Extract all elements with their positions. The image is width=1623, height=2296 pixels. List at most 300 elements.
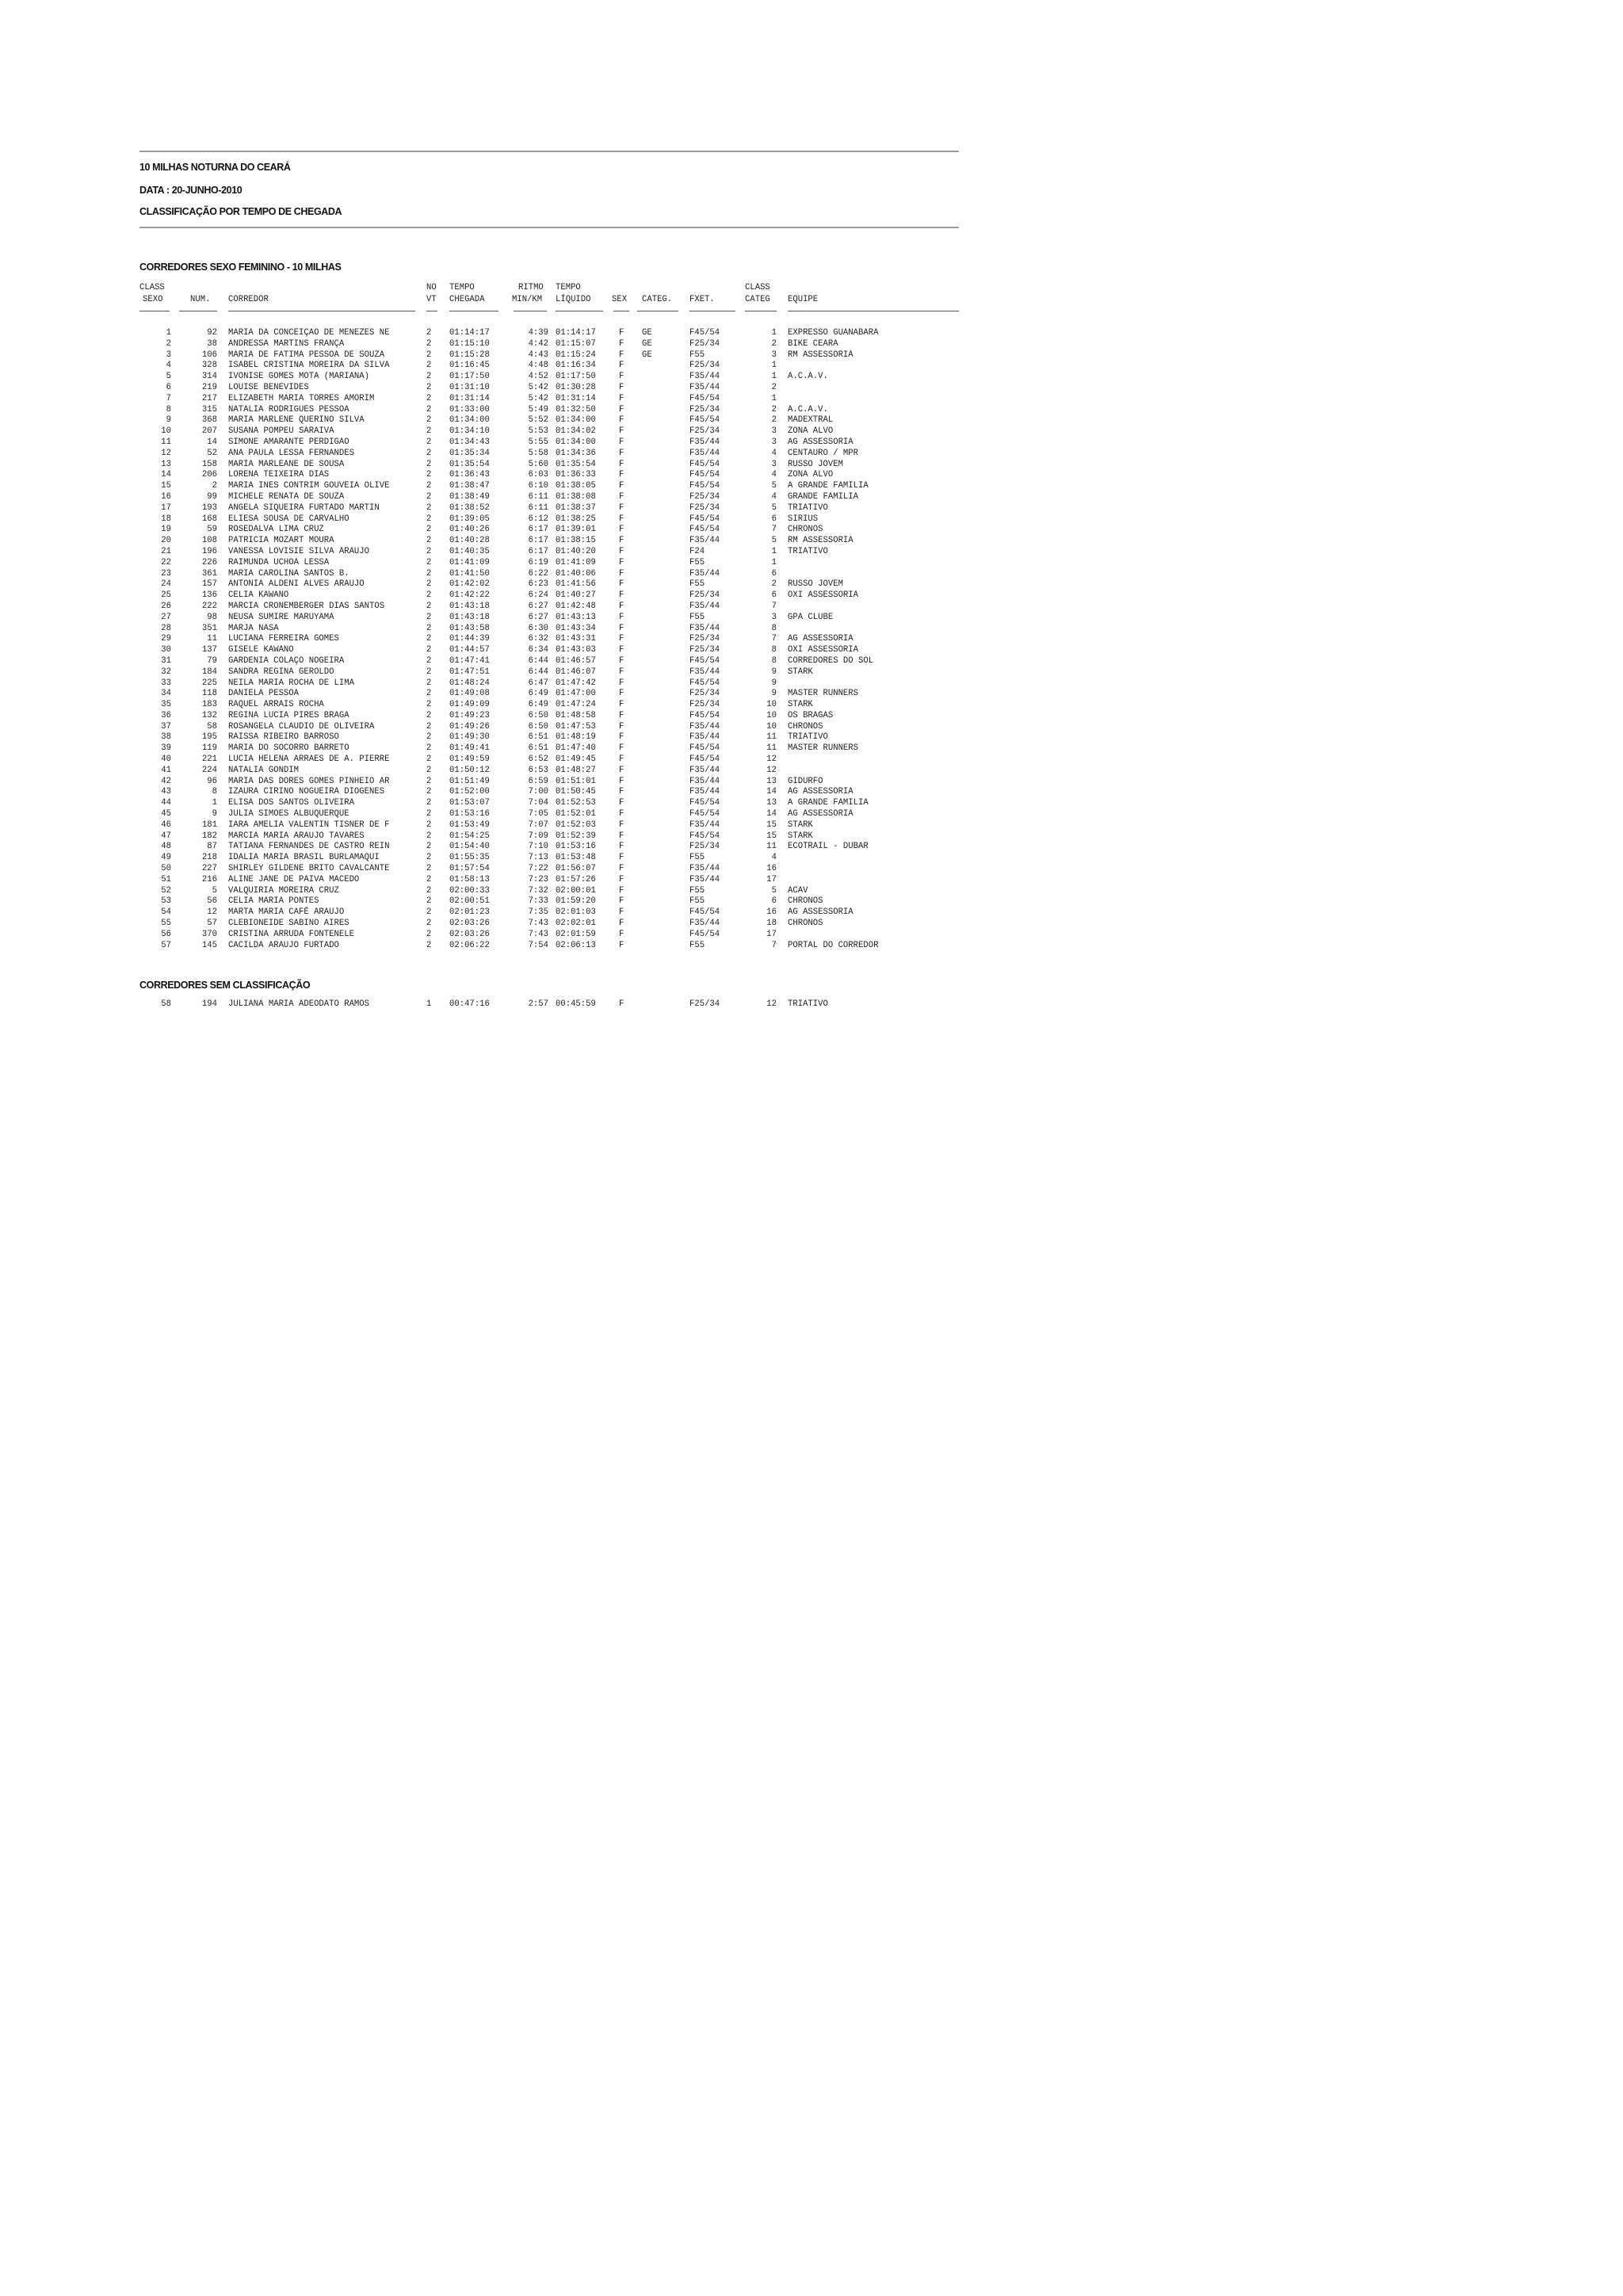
- cell-ritmo: 6:17: [528, 525, 548, 535]
- cell-tempo-chegada: 01:15:28: [449, 350, 490, 360]
- cell-num: 168: [201, 514, 217, 524]
- cell-sex: F: [619, 765, 624, 775]
- cell-class-categ: 12: [766, 999, 777, 1009]
- cell-num: 224: [201, 765, 217, 775]
- cell-tempo-chegada: 02:03:26: [449, 919, 490, 929]
- cell-no-vt: 2: [426, 700, 432, 710]
- cell-fxet: F55: [689, 557, 705, 567]
- cell-class-sexo: 45: [161, 809, 171, 819]
- cell-fxet: F25/34: [689, 842, 720, 852]
- cell-num: 79: [207, 655, 217, 666]
- cell-ritmo: 7:22: [528, 864, 548, 874]
- cell-class-categ: 1: [771, 361, 777, 371]
- cell-no-vt: 1: [426, 999, 432, 1009]
- cell-num: 56: [207, 896, 217, 907]
- cell-equipe: CHRONOS: [788, 896, 823, 907]
- cell-no-vt: 2: [426, 755, 432, 765]
- column-label: NO: [426, 283, 437, 292]
- cell-class-sexo: 22: [161, 557, 171, 567]
- cell-ritmo: 6:19: [528, 557, 548, 567]
- cell-fxet: F25/34: [689, 404, 720, 415]
- cell-no-vt: 2: [426, 491, 432, 502]
- cell-corredor: ALINE JANE DE PAIVA MACEDO: [228, 874, 360, 884]
- cell-tempo-chegada: 01:43:18: [449, 601, 490, 611]
- cell-ritmo: 6:52: [528, 755, 548, 765]
- cell-no-vt: 2: [426, 437, 432, 447]
- cell-equipe: ECOTRAIL - DUBAR: [788, 842, 869, 852]
- cell-class-categ: 16: [766, 907, 777, 918]
- cell-num: 222: [201, 601, 217, 611]
- cell-equipe: OXI ASSESSORIA: [788, 590, 859, 601]
- column-label: VT: [426, 295, 437, 304]
- cell-tempo-liquido: 01:47:40: [556, 743, 596, 754]
- cell-ritmo: 6:27: [528, 612, 548, 622]
- cell-class-sexo: 31: [161, 655, 171, 666]
- cell-ritmo: 6:32: [528, 634, 548, 644]
- cell-ritmo: 7:07: [528, 819, 548, 830]
- cell-tempo-chegada: 01:16:45: [449, 361, 490, 371]
- cell-tempo-liquido: 01:34:02: [556, 426, 596, 437]
- event-title: 10 MILHAS NOTURNA DO CEARÁ: [139, 162, 291, 173]
- cell-corredor: LUCIANA FERREIRA GOMES: [228, 634, 339, 644]
- cell-fxet: F45/54: [689, 514, 720, 524]
- cell-tempo-chegada: 01:49:41: [449, 743, 490, 754]
- cell-sex: F: [619, 459, 624, 469]
- cell-class-categ: 2: [771, 404, 777, 415]
- cell-equipe: MADEXTRAL: [788, 415, 834, 426]
- cell-ritmo: 6:24: [528, 590, 548, 601]
- column-label: NUM.: [190, 295, 211, 304]
- cell-fxet: F25/34: [689, 590, 720, 601]
- cell-class-categ: 10: [766, 721, 777, 732]
- cell-corredor: VANESSA LOVISIE SILVA ARAUJO: [228, 546, 370, 556]
- cell-no-vt: 2: [426, 623, 432, 633]
- cell-tempo-liquido: 01:52:53: [556, 798, 596, 808]
- cell-equipe: AG ASSESSORIA: [788, 907, 854, 918]
- cell-fxet: F35/44: [689, 819, 720, 830]
- cell-sex: F: [619, 557, 624, 567]
- cell-equipe: CORREDORES DO SOL: [788, 655, 874, 666]
- cell-no-vt: 2: [426, 338, 432, 349]
- cell-corredor: NATALIA RODRIGUES PESSOA: [228, 404, 349, 415]
- cell-class-categ: 5: [771, 885, 777, 896]
- cell-tempo-liquido: 01:49:45: [556, 755, 596, 765]
- cell-num: 158: [201, 459, 217, 469]
- cell-no-vt: 2: [426, 678, 432, 688]
- cell-no-vt: 2: [426, 372, 432, 382]
- cell-tempo-liquido: 02:00:01: [556, 885, 596, 896]
- cell-class-sexo: 40: [161, 755, 171, 765]
- cell-fxet: F25/34: [689, 634, 720, 644]
- cell-class-sexo: 27: [161, 612, 171, 622]
- cell-sex: F: [619, 590, 624, 601]
- cell-ritmo: 7:13: [528, 853, 548, 863]
- cell-no-vt: 2: [426, 404, 432, 415]
- cell-class-sexo: 57: [161, 940, 171, 950]
- cell-num: 227: [201, 864, 217, 874]
- cell-corredor: ELISA DOS SANTOS OLIVEIRA: [228, 798, 354, 808]
- cell-tempo-liquido: 01:42:48: [556, 601, 596, 611]
- cell-num: 182: [201, 831, 217, 841]
- cell-class-sexo: 4: [166, 361, 171, 371]
- cell-sex: F: [619, 940, 624, 950]
- cell-num: 99: [207, 491, 217, 502]
- cell-fxet: F55: [689, 612, 705, 622]
- cell-fxet: F45/54: [689, 743, 720, 754]
- cell-class-sexo: 30: [161, 645, 171, 655]
- cell-corredor: MARIA DA CONCEIÇAO DE MENEZES NE: [228, 328, 390, 338]
- cell-tempo-chegada: 00:47:16: [449, 999, 490, 1009]
- cell-corredor: LOUISE BENEVIDES: [228, 382, 309, 392]
- cell-sex: F: [619, 689, 624, 699]
- cell-class-sexo: 18: [161, 514, 171, 524]
- cell-tempo-chegada: 02:01:23: [449, 907, 490, 918]
- cell-class-sexo: 50: [161, 864, 171, 874]
- cell-no-vt: 2: [426, 514, 432, 524]
- cell-sex: F: [619, 743, 624, 754]
- cell-fxet: F35/44: [689, 382, 720, 392]
- cell-no-vt: 2: [426, 601, 432, 611]
- cell-num: 216: [201, 874, 217, 884]
- cell-class-sexo: 1: [166, 328, 171, 338]
- cell-sex: F: [619, 732, 624, 743]
- cell-class-sexo: 26: [161, 601, 171, 611]
- cell-ritmo: 6:11: [528, 491, 548, 502]
- cell-no-vt: 2: [426, 853, 432, 863]
- cell-tempo-chegada: 01:39:05: [449, 514, 490, 524]
- cell-fxet: F45/54: [689, 328, 720, 338]
- cell-categ: GE: [642, 350, 652, 360]
- cell-tempo-chegada: 01:43:18: [449, 612, 490, 622]
- cell-equipe: CHRONOS: [788, 525, 823, 535]
- cell-sex: F: [619, 809, 624, 819]
- cell-no-vt: 2: [426, 710, 432, 720]
- cell-corredor: ROSANGELA CLAUDIO DE OLIVEIRA: [228, 721, 375, 732]
- cell-corredor: MARCIA MARIA ARAUJO TAVARES: [228, 831, 365, 841]
- cell-class-sexo: 25: [161, 590, 171, 601]
- cell-corredor: NEUSA SUMIRE MARUYAMA: [228, 612, 334, 622]
- cell-class-sexo: 7: [166, 393, 171, 403]
- cell-equipe: A.C.A.V.: [788, 404, 828, 415]
- cell-sex: F: [619, 448, 624, 458]
- cell-tempo-liquido: 02:06:13: [556, 940, 596, 950]
- cell-ritmo: 6:10: [528, 481, 548, 491]
- cell-equipe: BIKE CEARA: [788, 338, 838, 349]
- cell-sex: F: [619, 710, 624, 720]
- cell-tempo-chegada: 02:00:33: [449, 885, 490, 896]
- cell-equipe: AG ASSESSORIA: [788, 809, 854, 819]
- cell-tempo-chegada: 01:50:12: [449, 765, 490, 775]
- cell-no-vt: 2: [426, 536, 432, 546]
- cell-tempo-liquido: 01:15:24: [556, 350, 596, 360]
- cell-no-vt: 2: [426, 831, 432, 841]
- cell-no-vt: 2: [426, 667, 432, 677]
- cell-sex: F: [619, 525, 624, 535]
- cell-class-categ: 1: [771, 393, 777, 403]
- cell-class-categ: 10: [766, 700, 777, 710]
- column-label: CATEG: [745, 295, 770, 304]
- cell-class-sexo: 58: [161, 999, 171, 1009]
- cell-corredor: MARIA CAROLINA SANTOS B.: [228, 568, 349, 579]
- cell-corredor: LORENA TEIXEIRA DIAS: [228, 470, 330, 480]
- cell-num: 219: [201, 382, 217, 392]
- cell-sex: F: [619, 896, 624, 907]
- cell-ritmo: 7:10: [528, 842, 548, 852]
- cell-tempo-chegada: 01:38:49: [449, 491, 490, 502]
- cell-class-categ: 6: [771, 514, 777, 524]
- cell-sex: F: [619, 929, 624, 939]
- cell-class-categ: 1: [771, 546, 777, 556]
- cell-class-sexo: 53: [161, 896, 171, 907]
- cell-sex: F: [619, 568, 624, 579]
- cell-fxet: F45/54: [689, 393, 720, 403]
- date-line: DATA : 20-JUNHO-2010: [139, 185, 242, 196]
- cell-equipe: MASTER RUNNERS: [788, 743, 859, 754]
- cell-tempo-liquido: 01:38:15: [556, 536, 596, 546]
- cell-sex: F: [619, 328, 624, 338]
- cell-tempo-chegada: 01:41:50: [449, 568, 490, 579]
- cell-sex: F: [619, 874, 624, 884]
- cell-fxet: F45/54: [689, 831, 720, 841]
- cell-tempo-chegada: 01:53:16: [449, 809, 490, 819]
- cell-corredor: ANTONIA ALDENI ALVES ARAUJO: [228, 579, 365, 590]
- cell-num: 38: [207, 338, 217, 349]
- cell-class-categ: 2: [771, 415, 777, 426]
- column-label: SEX: [612, 295, 628, 304]
- cell-class-sexo: 28: [161, 623, 171, 633]
- cell-num: 14: [207, 437, 217, 447]
- cell-class-categ: 5: [771, 481, 777, 491]
- cell-tempo-liquido: 01:40:20: [556, 546, 596, 556]
- cell-sex: F: [619, 372, 624, 382]
- cell-fxet: F45/54: [689, 798, 720, 808]
- cell-class-categ: 6: [771, 590, 777, 601]
- cell-fxet: F35/44: [689, 437, 720, 447]
- cell-fxet: F25/34: [689, 426, 720, 437]
- cell-class-sexo: 55: [161, 919, 171, 929]
- cell-fxet: F55: [689, 579, 705, 590]
- cell-equipe: ZONA ALVO: [788, 470, 834, 480]
- cell-tempo-chegada: 01:49:08: [449, 689, 490, 699]
- cell-fxet: F24: [689, 546, 705, 556]
- cell-tempo-liquido: 01:38:05: [556, 481, 596, 491]
- cell-corredor: ANDRESSA MARTINS FRANÇA: [228, 338, 345, 349]
- cell-ritmo: 5:52: [528, 415, 548, 426]
- cell-tempo-chegada: 01:40:35: [449, 546, 490, 556]
- cell-sex: F: [619, 579, 624, 590]
- cell-no-vt: 2: [426, 809, 432, 819]
- cell-sex: F: [619, 546, 624, 556]
- cell-class-sexo: 46: [161, 819, 171, 830]
- cell-corredor: GARDENIA COLAÇO NOGEIRA: [228, 655, 345, 666]
- column-label: TEMPO: [556, 283, 581, 292]
- cell-fxet: F25/34: [689, 338, 720, 349]
- cell-class-categ: 5: [771, 502, 777, 513]
- cell-class-categ: 12: [766, 765, 777, 775]
- cell-no-vt: 2: [426, 525, 432, 535]
- cell-sex: F: [619, 382, 624, 392]
- cell-class-categ: 12: [766, 755, 777, 765]
- cell-tempo-liquido: 01:34:00: [556, 415, 596, 426]
- cell-equipe: RM ASSESSORIA: [788, 536, 854, 546]
- cell-tempo-chegada: 01:34:43: [449, 437, 490, 447]
- cell-fxet: F45/54: [689, 415, 720, 426]
- cell-fxet: F45/54: [689, 481, 720, 491]
- cell-ritmo: 6:59: [528, 776, 548, 786]
- cell-fxet: F25/34: [689, 361, 720, 371]
- cell-num: 12: [207, 907, 217, 918]
- cell-class-categ: 2: [771, 579, 777, 590]
- cell-corredor: SHIRLEY GILDENE BRITO CAVALCANTE: [228, 864, 390, 874]
- cell-class-sexo: 32: [161, 667, 171, 677]
- top-divider: [139, 151, 959, 152]
- column-label: CLASS: [139, 283, 165, 292]
- cell-corredor: CELIA KAWANO: [228, 590, 289, 601]
- cell-ritmo: 5:42: [528, 382, 548, 392]
- cell-fxet: F35/44: [689, 667, 720, 677]
- cell-class-sexo: 56: [161, 929, 171, 939]
- column-label: SEXO: [143, 295, 163, 304]
- cell-num: 351: [201, 623, 217, 633]
- cell-tempo-liquido: 01:46:07: [556, 667, 596, 677]
- cell-num: 195: [201, 732, 217, 743]
- cell-sex: F: [619, 601, 624, 611]
- cell-tempo-chegada: 01:34:00: [449, 415, 490, 426]
- cell-tempo-chegada: 01:54:40: [449, 842, 490, 852]
- column-label: RITMO: [518, 283, 544, 292]
- cell-num: 57: [207, 919, 217, 929]
- cell-class-categ: 11: [766, 732, 777, 743]
- cell-sex: F: [619, 776, 624, 786]
- cell-tempo-liquido: 01:56:07: [556, 864, 596, 874]
- cell-num: 225: [201, 678, 217, 688]
- cell-categ: GE: [642, 328, 652, 338]
- cell-num: 314: [201, 372, 217, 382]
- cell-tempo-liquido: 02:01:03: [556, 907, 596, 918]
- cell-fxet: F35/44: [689, 721, 720, 732]
- cell-sex: F: [619, 502, 624, 513]
- cell-corredor: SIMONE AMARANTE PERDIGAO: [228, 437, 349, 447]
- cell-class-sexo: 44: [161, 798, 171, 808]
- cell-equipe: TRIATIVO: [788, 999, 828, 1009]
- cell-equipe: PORTAL DO CORREDOR: [788, 940, 879, 950]
- cell-class-sexo: 19: [161, 525, 171, 535]
- column-label: FXET.: [689, 295, 715, 304]
- cell-corredor: DANIELA PESSOA: [228, 689, 300, 699]
- cell-tempo-liquido: 01:59:20: [556, 896, 596, 907]
- cell-no-vt: 2: [426, 328, 432, 338]
- cell-tempo-liquido: 00:45:59: [556, 999, 596, 1009]
- column-label: CORREDOR: [228, 295, 269, 304]
- cell-sex: F: [619, 831, 624, 841]
- cell-tempo-chegada: 01:40:28: [449, 536, 490, 546]
- cell-fxet: F35/44: [689, 919, 720, 929]
- cell-tempo-chegada: 01:38:52: [449, 502, 490, 513]
- cell-sex: F: [619, 819, 624, 830]
- cell-equipe: A GRANDE FAMILIA: [788, 481, 869, 491]
- cell-equipe: TRIATIVO: [788, 502, 828, 513]
- cell-no-vt: 2: [426, 350, 432, 360]
- cell-corredor: MARJA NASA: [228, 623, 279, 633]
- cell-tempo-liquido: 01:38:08: [556, 491, 596, 502]
- cell-sex: F: [619, 645, 624, 655]
- cell-num: 145: [201, 940, 217, 950]
- cell-class-categ: 10: [766, 710, 777, 720]
- cell-ritmo: 6:34: [528, 645, 548, 655]
- cell-class-categ: 13: [766, 776, 777, 786]
- cell-num: 184: [201, 667, 217, 677]
- cell-class-sexo: 43: [161, 787, 171, 797]
- cell-fxet: F45/54: [689, 710, 720, 720]
- cell-class-categ: 11: [766, 842, 777, 852]
- cell-tempo-chegada: 01:41:09: [449, 557, 490, 567]
- cell-num: 207: [201, 426, 217, 437]
- cell-sex: F: [619, 361, 624, 371]
- cell-num: 368: [201, 415, 217, 426]
- cell-class-sexo: 33: [161, 678, 171, 688]
- cell-tempo-liquido: 01:43:13: [556, 612, 596, 622]
- cell-tempo-liquido: 01:47:42: [556, 678, 596, 688]
- cell-num: 194: [201, 999, 217, 1009]
- cell-class-sexo: 48: [161, 842, 171, 852]
- cell-num: 52: [207, 448, 217, 458]
- classification-title: CLASSIFICAÇÃO POR TEMPO DE CHEGADA: [139, 206, 342, 217]
- cell-num: 196: [201, 546, 217, 556]
- cell-no-vt: 2: [426, 361, 432, 371]
- cell-ritmo: 6:47: [528, 678, 548, 688]
- cell-fxet: F35/44: [689, 732, 720, 743]
- cell-corredor: ELIZABETH MARIA TORRES AMORIM: [228, 393, 375, 403]
- cell-fxet: F35/44: [689, 874, 720, 884]
- cell-no-vt: 2: [426, 689, 432, 699]
- cell-corredor: MARIA DAS DORES GOMES PINHEIO AR: [228, 776, 390, 786]
- cell-tempo-chegada: 01:49:30: [449, 732, 490, 743]
- cell-no-vt: 2: [426, 459, 432, 469]
- cell-ritmo: 7:05: [528, 809, 548, 819]
- cell-corredor: MARIA DE FATIMA PESSOA DE SOUZA: [228, 350, 385, 360]
- cell-ritmo: 6:50: [528, 721, 548, 732]
- cell-corredor: ROSEDALVA LIMA CRUZ: [228, 525, 324, 535]
- cell-sex: F: [619, 612, 624, 622]
- cell-class-categ: 11: [766, 743, 777, 754]
- cell-fxet: F35/44: [689, 448, 720, 458]
- cell-tempo-liquido: 01:48:58: [556, 710, 596, 720]
- cell-tempo-liquido: 01:39:01: [556, 525, 596, 535]
- cell-num: 193: [201, 502, 217, 513]
- cell-fxet: F35/44: [689, 776, 720, 786]
- cell-sex: F: [619, 787, 624, 797]
- cell-no-vt: 2: [426, 919, 432, 929]
- cell-equipe: GPA CLUBE: [788, 612, 834, 622]
- cell-tempo-liquido: 01:15:07: [556, 338, 596, 349]
- cell-class-categ: 4: [771, 491, 777, 502]
- cell-ritmo: 6:17: [528, 536, 548, 546]
- cell-tempo-chegada: 01:40:26: [449, 525, 490, 535]
- cell-equipe: ZONA ALVO: [788, 426, 834, 437]
- cell-tempo-liquido: 01:52:01: [556, 809, 596, 819]
- cell-corredor: REGINA LUCIA PIRES BRAGA: [228, 710, 349, 720]
- cell-class-sexo: 37: [161, 721, 171, 732]
- cell-tempo-liquido: 01:32:50: [556, 404, 596, 415]
- cell-tempo-liquido: 01:36:33: [556, 470, 596, 480]
- cell-class-categ: 8: [771, 645, 777, 655]
- cell-class-categ: 4: [771, 470, 777, 480]
- cell-equipe: TRIATIVO: [788, 546, 828, 556]
- cell-class-categ: 14: [766, 809, 777, 819]
- cell-fxet: F45/54: [689, 655, 720, 666]
- cell-no-vt: 2: [426, 448, 432, 458]
- cell-fxet: F25/34: [689, 645, 720, 655]
